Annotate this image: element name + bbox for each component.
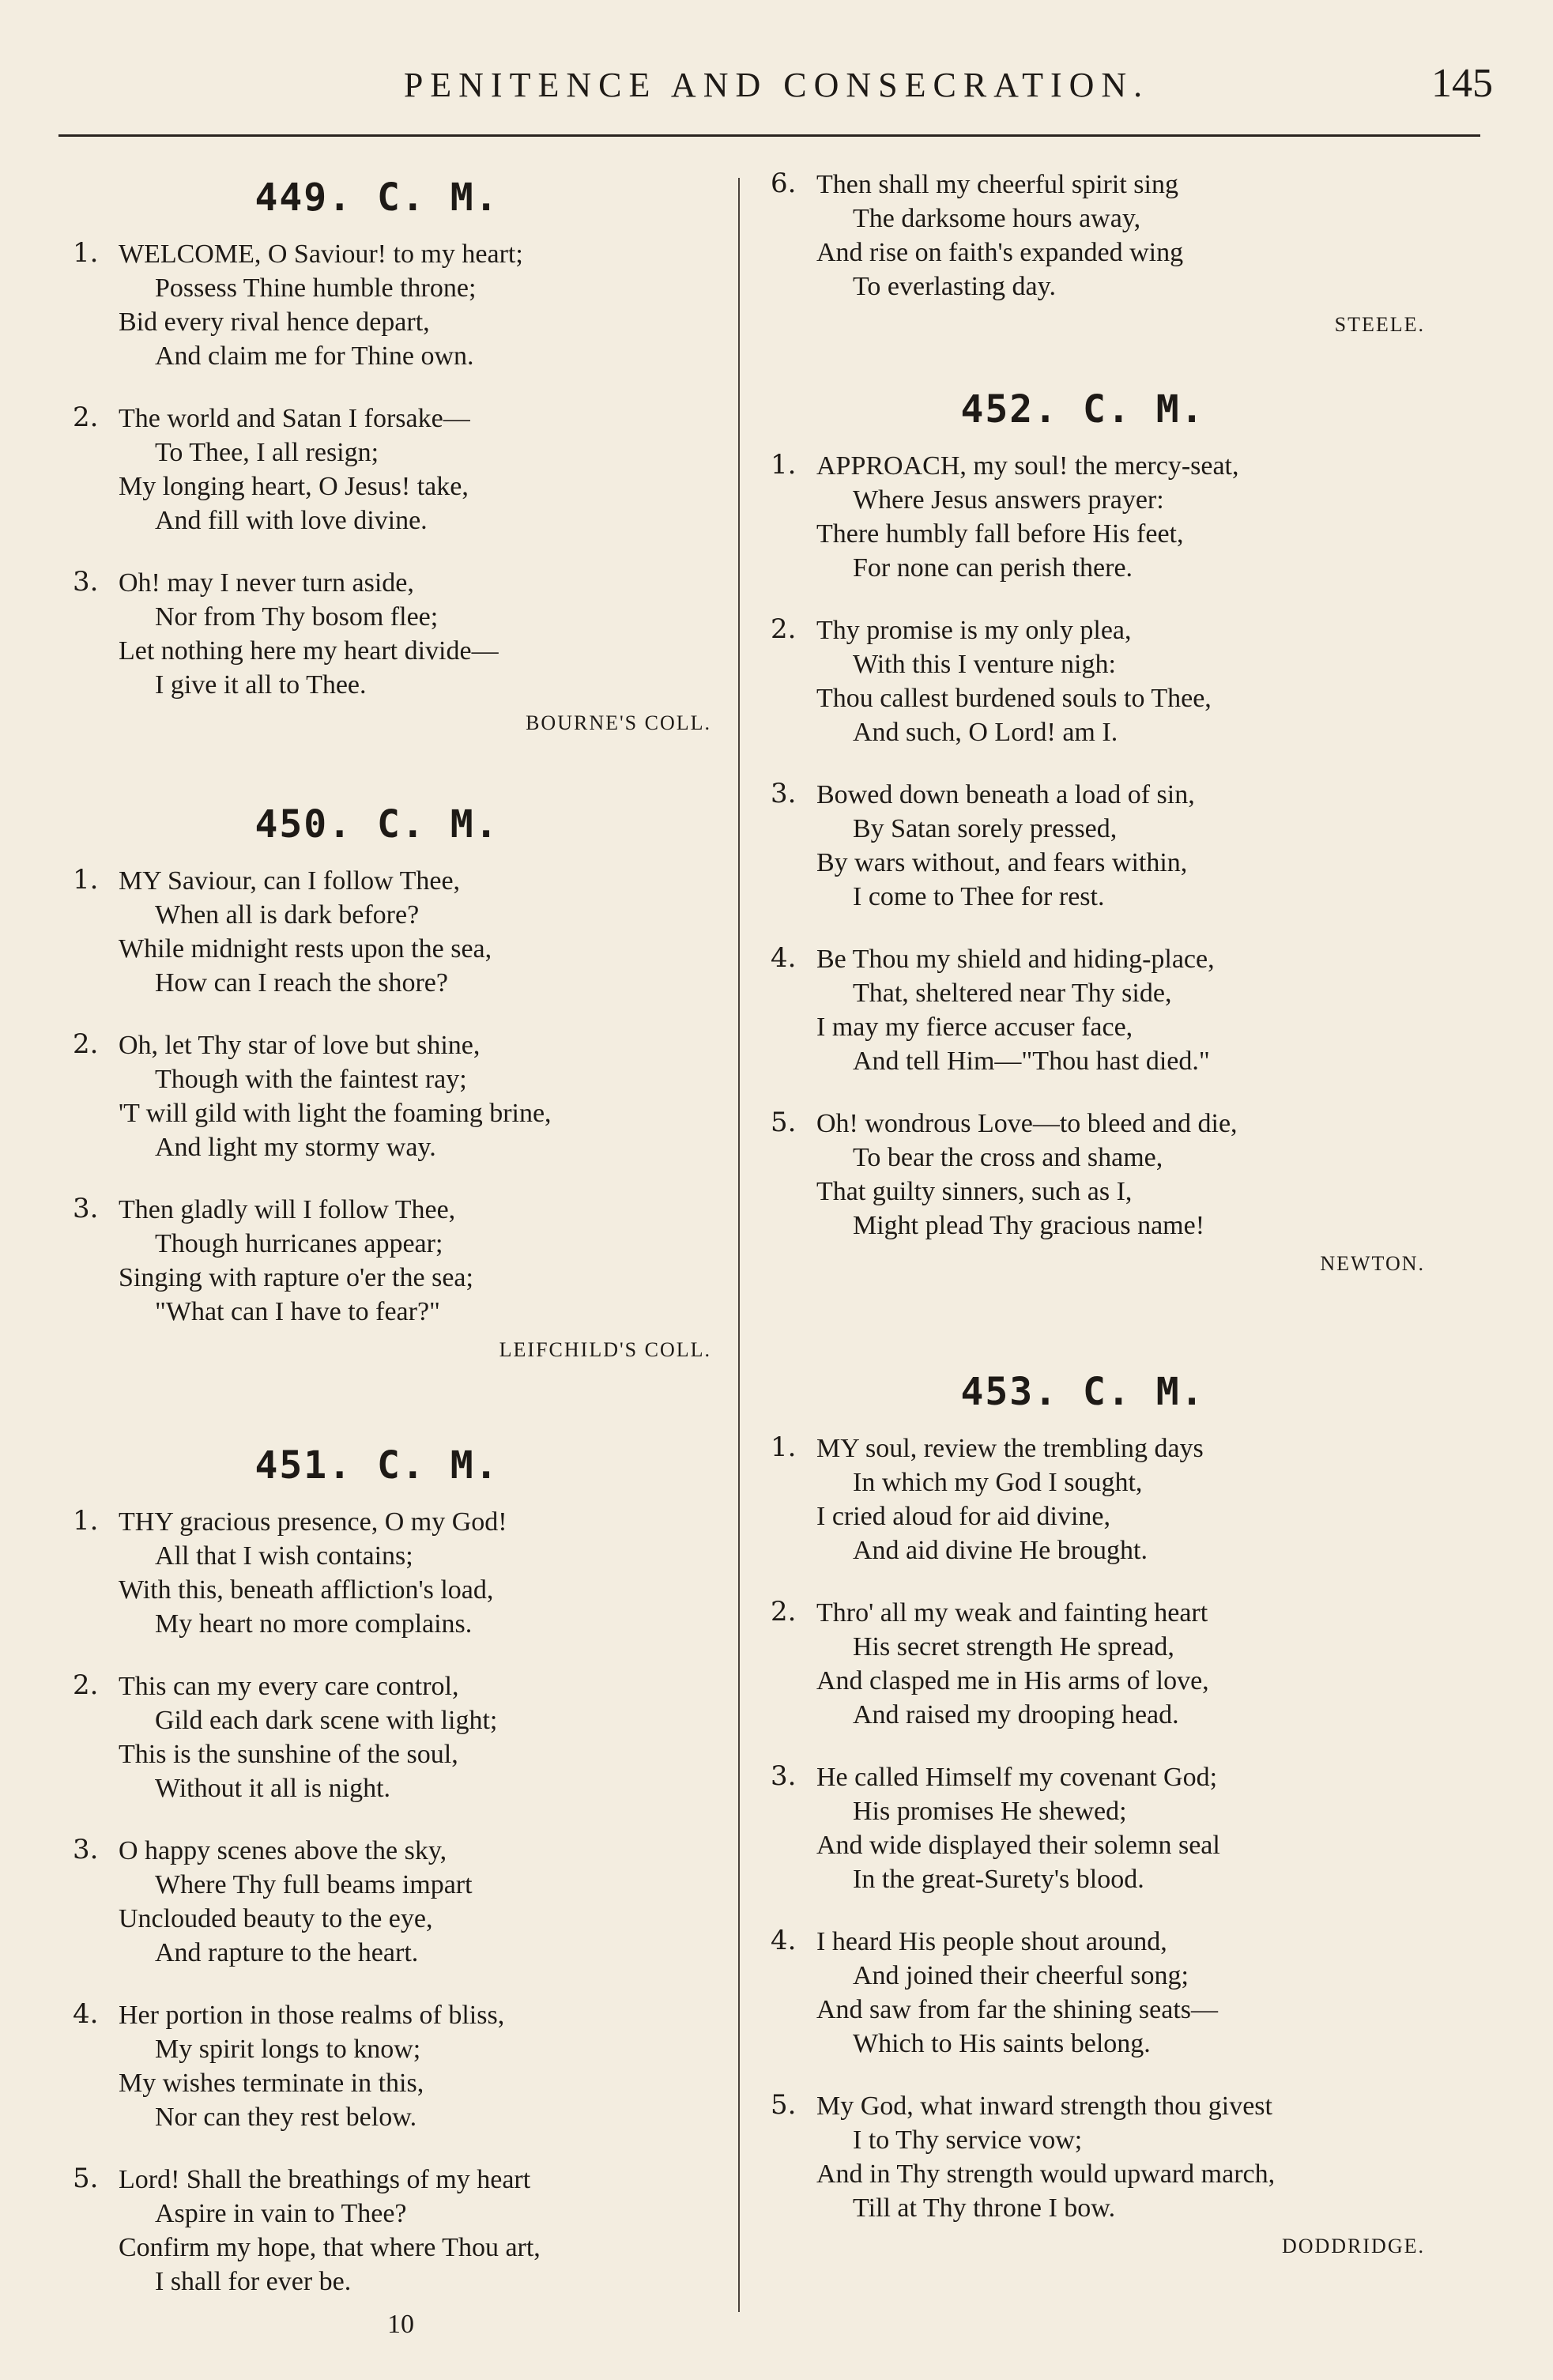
verse-line: To Thee, I all resign; [155, 438, 379, 467]
verse-line: And rise on faith's expanded wing [816, 238, 1184, 267]
hymn-meter: C. M. [377, 1443, 499, 1488]
verse-line: Bid every rival hence depart, [119, 307, 430, 337]
verse-line: Which to His saints belong. [853, 2029, 1151, 2058]
verse-line: Thou callest burdened souls to Thee, [816, 684, 1212, 713]
hymn-block [73, 1443, 713, 2327]
stanza-number: 1. [73, 1505, 99, 1537]
verse-line: O happy scenes above the sky, [119, 1836, 447, 1865]
verse-line: Oh! wondrous Love—to bleed and die, [816, 1109, 1238, 1138]
verse-line: Then gladly will I follow Thee, [119, 1195, 456, 1224]
verse-line: Though with the faintest ray; [155, 1065, 467, 1094]
verse-line: To everlasting day. [853, 272, 1056, 301]
stanza-number: 4. [771, 942, 797, 974]
verse-line: By Satan sorely pressed, [853, 814, 1118, 843]
hymn-number: 452. [960, 387, 1059, 432]
stanza-number: 1. [73, 864, 99, 896]
verse-line: In which my God I sought, [853, 1468, 1143, 1497]
stanza-number: 3. [73, 1834, 99, 1865]
stanza [73, 1505, 713, 1641]
stanza [73, 1193, 713, 1329]
stanza-number: 2. [771, 1596, 797, 1628]
verse-line: I shall for ever be. [155, 2267, 352, 2296]
verse-line: Might plead Thy gracious name! [853, 1211, 1205, 1240]
verse-line: Her portion in those realms of bliss, [119, 2001, 505, 2030]
stanza [771, 1925, 1427, 2061]
verse-line: This can my every care control, [119, 1672, 459, 1701]
verse-line: Lord! Shall the breathings of my heart [119, 2165, 531, 2194]
verse-line: Unclouded beauty to the eye, [119, 1904, 433, 1933]
stanza [73, 1028, 713, 1164]
verse-line: The darksome hours away, [853, 204, 1141, 233]
hymn-heading [739, 387, 1427, 432]
stanza [771, 2089, 1427, 2225]
verse-line: My God, what inward strength thou givest [816, 2091, 1272, 2121]
verse-line: Oh! may I never turn aside, [119, 568, 414, 598]
verse-line: Without it all is night. [155, 1774, 391, 1803]
stanza [73, 566, 713, 702]
hymn-block [73, 802, 713, 1362]
verse-line: This is the sunshine of the soul, [119, 1740, 458, 1769]
verse-line: All that I wish contains; [155, 1541, 413, 1571]
verse-line: His promises He shewed; [853, 1797, 1127, 1826]
hymn-heading [739, 1370, 1427, 1414]
verse-line: Nor from Thy bosom flee; [155, 602, 439, 632]
verse-line: And light my stormy way. [155, 1133, 436, 1162]
page-number: 145 [1431, 61, 1493, 106]
stanza-number: 5. [73, 2163, 99, 2194]
verse-line: Where Thy full beams impart [155, 1870, 473, 1899]
verse-line: Singing with rapture o'er the sea; [119, 1263, 473, 1292]
verse-line: Thro' all my weak and fainting heart [816, 1598, 1208, 1628]
verse-line: And saw from far the shining seats— [816, 1995, 1219, 2024]
verse-line: And clasped me in His arms of love, [816, 1666, 1209, 1695]
verse-line: I to Thy service vow; [853, 2125, 1083, 2155]
verse-line: And raised my drooping head. [853, 1700, 1179, 1729]
stanza [771, 168, 1427, 304]
verse-line: Nor can they rest below. [155, 2103, 417, 2132]
verse-line: His secret strength He spread, [853, 1632, 1174, 1661]
hymn-attribution: BOURNE'S COLL. [526, 711, 711, 734]
verse-line: WELCOME, O Saviour! to my heart; [119, 240, 523, 269]
stanza-number: 2. [73, 402, 99, 433]
stanza-number: 4. [73, 1998, 99, 2030]
verse-line: And claim me for Thine own. [155, 341, 474, 371]
verse-line: That, sheltered near Thy side, [853, 979, 1172, 1008]
verse-line: Be Thou my shield and hiding-place, [816, 945, 1215, 974]
verse-line: "What can I have to fear?" [155, 1297, 440, 1326]
hymn-number: 449. [254, 175, 353, 220]
hymn-block [771, 1370, 1427, 2258]
verse-line: When all is dark before? [155, 900, 420, 930]
verse-line: And rapture to the heart. [155, 1938, 419, 1967]
stanza [73, 402, 713, 537]
stanza-number: 5. [771, 1107, 797, 1138]
header-rule [58, 134, 1480, 137]
stanza [73, 1998, 713, 2134]
verse-line: Till at Thy throne I bow. [853, 2193, 1116, 2223]
verse-line: And in Thy strength would upward march, [816, 2159, 1276, 2189]
verse-line: With this, beneath affliction's load, [119, 1575, 494, 1605]
verse-line: By wars without, and fears within, [816, 848, 1188, 877]
verse-line: 'T will gild with light the foaming brine, [119, 1099, 552, 1128]
verse-line: MY Saviour, can I follow Thee, [119, 866, 461, 896]
stanza [73, 2163, 713, 2299]
stanza-number: 2. [73, 1028, 99, 1060]
stanza [771, 942, 1427, 1078]
hymn-attribution: DODDRIDGE. [1281, 2235, 1425, 2257]
verse-line: Aspire in vain to Thee? [155, 2199, 407, 2228]
hymn-meter: C. M. [1083, 1370, 1205, 1414]
stanza [73, 237, 713, 373]
verse-line: That guilty sinners, such as I, [816, 1177, 1133, 1206]
verse-line: And joined their cheerful song; [853, 1961, 1189, 1990]
stanza-number: 1. [73, 237, 99, 269]
verse-line: I cried aloud for aid divine, [816, 1502, 1110, 1531]
stanza [771, 1431, 1427, 1567]
verse-line: Let nothing here my heart divide— [119, 636, 499, 666]
verse-line: Bowed down beneath a load of sin, [816, 780, 1195, 809]
verse-line: Though hurricanes appear; [155, 1229, 443, 1258]
verse-line: MY soul, review the trembling days [816, 1434, 1204, 1463]
verse-line: And tell Him—"Thou hast died." [853, 1047, 1210, 1076]
stanza-number: 3. [771, 778, 797, 809]
verse-line: Where Jesus answers prayer: [853, 485, 1164, 515]
verse-line: I heard His people shout around, [816, 1927, 1167, 1956]
hymn-meter: C. M. [1083, 387, 1205, 432]
verse-line: I come to Thee for rest. [853, 882, 1105, 911]
stanza-number: 3. [73, 1193, 99, 1224]
hymn-heading [41, 175, 713, 220]
stanza-number: 3. [73, 566, 99, 598]
verse-line: Then shall my cheerful spirit sing [816, 170, 1178, 199]
hymn-heading [41, 1443, 713, 1488]
hymn-attribution: LEIFCHILD'S COLL. [499, 1338, 711, 1361]
stanza [73, 864, 713, 1000]
hymn-number: 450. [254, 802, 353, 847]
hymn-attribution: STEELE. [1334, 313, 1425, 336]
verse-line: Possess Thine humble throne; [155, 273, 477, 303]
verse-line: I may my fierce accuser face, [816, 1013, 1133, 1042]
verse-line: I give it all to Thee. [155, 670, 367, 700]
verse-line: My spirit longs to know; [155, 2035, 421, 2064]
stanza [771, 1596, 1427, 1732]
verse-line: And fill with love divine. [155, 506, 428, 535]
verse-line: For none can perish there. [853, 553, 1133, 583]
folio-signature: 10 [387, 2310, 414, 2339]
stanza [771, 613, 1427, 749]
hymn-block [771, 168, 1427, 337]
stanza [73, 1834, 713, 1970]
stanza-number: 5. [771, 2089, 797, 2121]
stanza [771, 449, 1427, 585]
hymn-heading [41, 802, 713, 847]
verse-line: THY gracious presence, O my God! [119, 1507, 507, 1537]
verse-line: He called Himself my covenant God; [816, 1763, 1218, 1792]
stanza [771, 1107, 1427, 1243]
stanza-number: 4. [771, 1925, 797, 1956]
hymn-attribution: NEWTON. [1320, 1252, 1425, 1275]
verse-line: To bear the cross and shame, [853, 1143, 1163, 1172]
verse-line: My wishes terminate in this, [119, 2069, 424, 2098]
verse-line: APPROACH, my soul! the mercy-seat, [816, 451, 1239, 481]
hymn-number: 453. [960, 1370, 1059, 1414]
stanza-number: 1. [771, 449, 797, 481]
hymn-block [771, 387, 1427, 1276]
verse-line: Thy promise is my only plea, [816, 616, 1132, 645]
verse-line: Gild each dark scene with light; [155, 1706, 498, 1735]
running-title: PENITENCE AND CONSECRATION. [403, 66, 1150, 104]
stanza [771, 778, 1427, 914]
verse-line: The world and Satan I forsake— [119, 404, 470, 433]
verse-line: And wide displayed their solemn seal [816, 1831, 1220, 1860]
verse-line: And such, O Lord! am I. [853, 718, 1118, 747]
verse-line: How can I reach the shore? [155, 968, 448, 998]
stanza-number: 6. [771, 168, 797, 199]
stanza-number: 3. [771, 1760, 797, 1792]
verse-line: With this I venture nigh: [853, 650, 1116, 679]
column-divider [738, 178, 740, 2312]
hymn-meter: C. M. [377, 175, 499, 220]
hymn-block [73, 175, 713, 735]
stanza-number: 1. [771, 1431, 797, 1463]
stanza-number: 2. [771, 613, 797, 645]
verse-line: And aid divine He brought. [853, 1536, 1148, 1565]
stanza-number: 2. [73, 1669, 99, 1701]
verse-line: In the great-Surety's blood. [853, 1865, 1144, 1894]
stanza [771, 1760, 1427, 1896]
page-header [55, 57, 1498, 120]
verse-line: While midnight rests upon the sea, [119, 934, 492, 964]
verse-line: There humbly fall before His feet, [816, 519, 1184, 549]
verse-line: Oh, let Thy star of love but shine, [119, 1031, 481, 1060]
stanza [73, 1669, 713, 1805]
hymn-meter: C. M. [377, 802, 499, 847]
hymn-number: 451. [254, 1443, 353, 1488]
verse-line: Confirm my hope, that where Thou art, [119, 2233, 541, 2262]
verse-line: My longing heart, O Jesus! take, [119, 472, 469, 501]
verse-line: My heart no more complains. [155, 1609, 473, 1639]
